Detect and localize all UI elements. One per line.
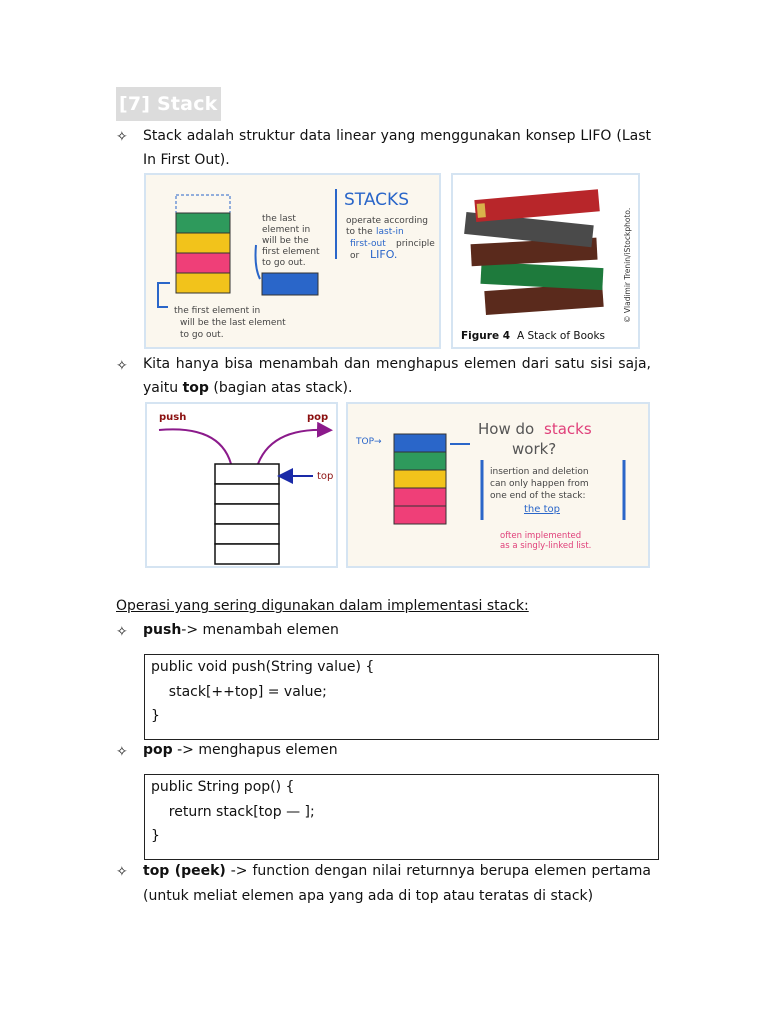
first-note-2: will be the last element — [180, 318, 286, 328]
sketch-line-2: to the — [346, 227, 373, 237]
sketch-line-7: LIFO. — [370, 248, 398, 261]
first-note-3: to go out. — [180, 330, 224, 340]
sketch-title-2: stacks — [544, 420, 592, 438]
pop-keyword: pop — [143, 742, 173, 758]
top-paragraph-suffix: (bagian atas stack). — [208, 379, 353, 396]
push-code-line-1: public void push(String value) { — [151, 659, 375, 675]
push-line — [143, 619, 339, 643]
sketch-title-1: How do — [478, 420, 535, 438]
sketch-line-6: or — [350, 251, 360, 261]
sketch-note-3: one end of the stack: — [490, 491, 586, 501]
last-note-2: element in — [262, 225, 311, 235]
bullet-icon: ✧ — [116, 864, 128, 880]
peek-description: -> function dengan nilai returnnya berupa elemen pertama (untuk meliat elemen apa yang ada di top atau teratas di stack) — [143, 863, 651, 904]
pop-label: pop — [307, 412, 329, 423]
sketch-emph: the top — [524, 504, 560, 515]
bullet-icon: ✧ — [116, 744, 128, 760]
top-keyword: top — [182, 379, 209, 396]
last-note-1: the last — [262, 214, 296, 224]
sketch-impl-1: often implemented — [500, 531, 582, 541]
sketch-line-1: operate according — [346, 216, 428, 226]
photo-credit: © Vladimir Trenin/iStockphoto. — [623, 207, 632, 323]
push-pop-diagram — [145, 402, 338, 568]
sketch-line-3: last-in — [376, 227, 404, 237]
sketch-note-1: insertion and deletion — [490, 467, 589, 477]
top-marker-label: TOP→ — [356, 437, 382, 447]
sketch-note-2: can only happen from — [490, 479, 589, 489]
sketch-impl-2: as a singly-linked list. — [500, 541, 592, 551]
peek-keyword: top (peek) — [143, 863, 226, 879]
stacks-title: STACKS — [344, 190, 409, 210]
peek-paragraph — [143, 859, 651, 908]
books-photo-figure — [451, 173, 640, 349]
pop-line — [143, 739, 338, 763]
operations-heading: Operasi yang sering digunakan dalam implementasi stack: — [116, 598, 529, 614]
how-stacks-work-sketch — [346, 402, 650, 568]
sketch-line-5: principle — [396, 239, 435, 249]
figure4-caption-bold: Figure 4 — [461, 330, 511, 342]
bullet-icon: ✧ — [116, 129, 128, 145]
stack-cells — [215, 464, 279, 564]
books-illustration — [464, 189, 604, 315]
last-note-4: first element — [262, 247, 320, 257]
push-keyword: push — [143, 622, 182, 638]
push-label: push — [159, 412, 187, 423]
figure4-caption-text: A Stack of Books — [517, 330, 605, 342]
push-description: -> menambah elemen — [181, 622, 339, 638]
last-note-3: will be the — [262, 236, 309, 246]
pop-code-line-1: public String pop() { — [151, 779, 295, 795]
bullet-icon: ✧ — [116, 358, 128, 374]
first-note-1: the first element in — [174, 306, 261, 316]
top-paragraph — [143, 353, 651, 400]
pop-code-line-3: } — [151, 828, 160, 844]
pop-code-line-2: return stack[top — ]; — [151, 803, 315, 820]
push-code-block — [144, 654, 659, 740]
section-heading: [7] Stack — [116, 87, 221, 121]
intro-paragraph: Stack adalah struktur data linear yang menggunakan konsep LIFO (Last In First Out). — [143, 128, 651, 168]
push-code-line-3: } — [151, 708, 160, 724]
sketch-line-4: first-out — [350, 239, 386, 249]
pop-description: -> menghapus elemen — [172, 742, 338, 758]
last-note-5: to go out. — [262, 258, 306, 268]
bullet-icon: ✧ — [116, 624, 128, 640]
push-code-line-2: stack[++top] = value; — [151, 683, 327, 700]
top-pointer-label: top — [317, 471, 334, 482]
pop-code-block — [144, 774, 659, 860]
stacks-sketch-figure — [144, 173, 441, 349]
top-paragraph-text: Kita hanya bisa menambah dan menghapus elemen dari satu sisi saja, yaitu — [143, 356, 651, 396]
sketch-title-3: work? — [512, 440, 557, 458]
